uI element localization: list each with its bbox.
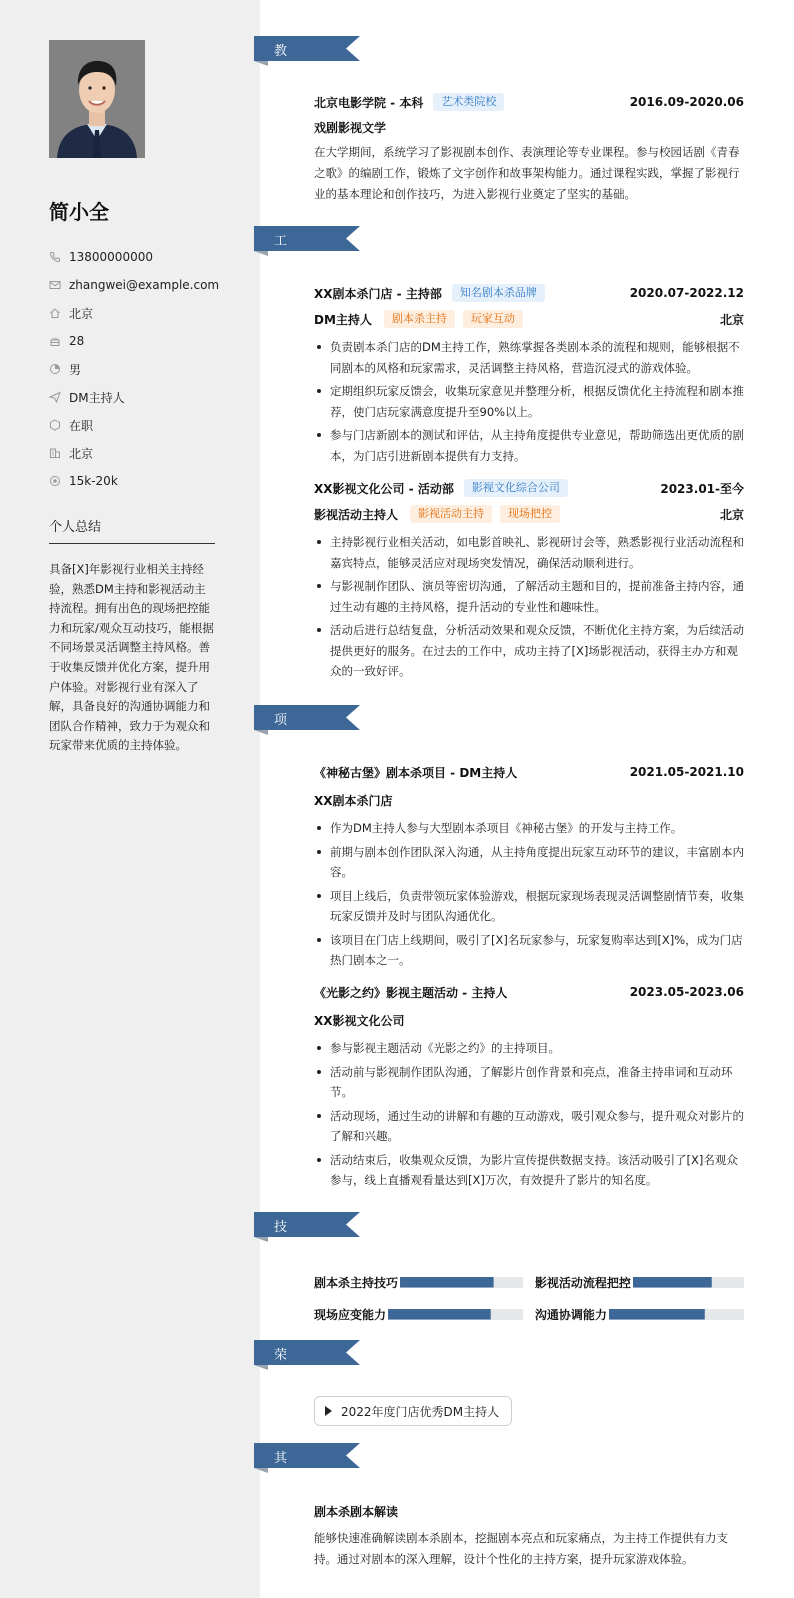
- work-city: 北京: [719, 312, 744, 327]
- section-flag: [254, 705, 360, 730]
- skill-bar: [400, 1277, 523, 1288]
- education-desc: 在大学期间，系统学习了影视剧本创作、表演理论等专业课程。参与校园话剧《青春之歌》的编剧工作，锻炼了文字创作和故事架构能力。通过课程实践，掌握了影视行业的基本理论和创作技巧，为进入影视行业奠定了坚实的基础。: [314, 145, 740, 201]
- section-title: 荣誉奖项: [274, 1348, 289, 1420]
- email-text: zhangwei@example.com: [69, 278, 220, 292]
- project-date: 2021.05-2021.10: [629, 765, 744, 779]
- education-row: [314, 90, 744, 114]
- skill-name: 影视活动流程把控: [534, 1275, 631, 1290]
- profile-photo: [49, 40, 145, 158]
- skills-grid: [314, 1266, 744, 1330]
- school-name: 北京电影学院 - 本科: [314, 95, 424, 110]
- skill-name: 现场应变能力: [314, 1307, 387, 1322]
- work-bullets: [314, 532, 744, 682]
- list-item: 活动前与影视制作团队沟通，了解影片创作背景和亮点，准备主持串词和互动环节。: [314, 1062, 744, 1103]
- list-item: 该项目在门店上线期间，吸引了[X]名玩家参与，玩家复购率达到[X]%，成为门店热门剧本之一。: [314, 930, 744, 971]
- section-title: 项目经历: [274, 713, 289, 785]
- list-item: 定期组织玩家反馈会，收集玩家意见并整理分析，根据反馈优化主持流程和剧本推荐，使门店玩家满意度提升至90%以上。: [314, 381, 744, 422]
- section-title: 教育经历: [274, 44, 289, 116]
- list-item: 前期与剧本创作团队深入沟通，从主持角度提出玩家互动环节的建议，丰富剧本内容。: [314, 842, 744, 883]
- skill-item: [314, 1306, 523, 1323]
- gender-text: 男: [69, 362, 82, 377]
- position-text: DM主持人: [69, 390, 125, 405]
- contact-info-list: [49, 243, 219, 495]
- skill-fill: [388, 1309, 491, 1320]
- work-date: 2020.07-2022.12: [629, 286, 744, 300]
- info-age: [49, 327, 219, 355]
- play-icon: [325, 1406, 332, 1416]
- list-item: 负责剧本杀门店的DM主持工作，熟练掌握各类剧本杀的流程和规则，能够根据不同剧本的风格和玩家需求，灵活调整主持风格，营造沉浸式的游戏体验。: [314, 337, 744, 378]
- send-icon: [49, 391, 61, 403]
- other-block: [314, 1498, 744, 1570]
- role-tag: 剧本杀主持: [384, 310, 455, 328]
- section-flag: [254, 1443, 360, 1468]
- info-salary: [49, 467, 219, 495]
- project-bullets: [314, 818, 744, 971]
- info-city: [49, 439, 219, 467]
- age-text: 28: [69, 334, 85, 348]
- work-row: [314, 281, 744, 305]
- phone-icon: [49, 251, 61, 263]
- list-item: 参与影视主题活动《光影之约》的主持项目。: [314, 1038, 744, 1059]
- list-item: 活动现场，通过生动的讲解和有趣的互动游戏，吸引观众参与，提升观众对影片的了解和兴趣。: [314, 1106, 744, 1147]
- role-tag: 影视活动主持: [410, 505, 492, 523]
- role-row: [314, 500, 744, 528]
- age-icon: [49, 335, 61, 347]
- project-block-2: [314, 980, 744, 1194]
- project-row: [314, 980, 744, 1004]
- status-text: 在职: [69, 418, 94, 433]
- main-content: [260, 0, 794, 1598]
- company-name: XX剧本杀门店 - 主持部: [314, 286, 442, 301]
- education-date: 2016.09-2020.06: [629, 95, 744, 109]
- building-icon: [49, 447, 61, 459]
- skill-fill: [609, 1309, 705, 1320]
- section-flag: [254, 36, 360, 61]
- skill-item: [535, 1274, 744, 1291]
- skill-name: 沟通协调能力: [534, 1307, 607, 1322]
- company-tag: 影视文化综合公司: [464, 479, 568, 497]
- major: 戏剧影视文学: [314, 120, 387, 135]
- info-phone: [49, 243, 219, 271]
- section-title: 工作经历: [274, 234, 289, 306]
- salary-text: 15k-20k: [69, 474, 118, 488]
- company-name: XX影视文化公司 - 活动部: [314, 481, 454, 496]
- project-org: XX影视文化公司: [314, 1013, 405, 1028]
- info-position: [49, 383, 219, 411]
- list-item: 作为DM主持人参与大型剧本杀项目《神秘古堡》的开发与主持工作。: [314, 818, 744, 839]
- company-tag: 知名剧本杀品牌: [452, 284, 545, 302]
- role-tag: 玩家互动: [463, 310, 523, 328]
- project-name: 《光影之约》影视主题活动 - 主持人: [314, 985, 508, 1000]
- list-item: 参与门店新剧本的测试和评估，从主持角度提供专业意见，帮助筛选出更优质的剧本，为门店引进新剧本提供有力支持。: [314, 425, 744, 466]
- skill-item: [314, 1274, 523, 1291]
- info-gender: [49, 355, 219, 383]
- project-row: [314, 760, 744, 784]
- project-bullets: [314, 1038, 744, 1191]
- section-title: 其他信息: [274, 1451, 289, 1523]
- home-icon: [49, 307, 61, 319]
- work-block-2: [314, 476, 744, 685]
- skill-bar: [609, 1309, 744, 1320]
- other-desc: 能够快速准确解读剧本杀剧本，挖掘剧本亮点和玩家痛点，为主持工作提供有力支持。通过对剧本的深入理解，设计个性化的主持方案，提升玩家游戏体验。: [314, 1531, 728, 1566]
- list-item: 项目上线后，负责带领玩家体验游戏，根据玩家现场表现灵活调整剧情节奏，收集玩家反馈并及时与团队沟通优化。: [314, 886, 744, 927]
- award-text: 2022年度门店优秀DM主持人: [341, 1404, 500, 1419]
- skill-fill: [633, 1277, 712, 1288]
- info-email: [49, 271, 219, 299]
- skill-bar: [388, 1309, 523, 1320]
- candidate-name: 简小全: [49, 200, 109, 224]
- work-bullets: [314, 337, 744, 466]
- project-org: XX剧本杀门店: [314, 793, 393, 808]
- education-block: [314, 90, 744, 205]
- role-name: 影视活动主持人: [314, 507, 399, 522]
- skill-fill: [400, 1277, 494, 1288]
- section-flag: [254, 1212, 360, 1237]
- sidebar: [0, 0, 260, 1598]
- gender-icon: [49, 363, 61, 375]
- role-name: DM主持人: [314, 312, 372, 327]
- phone-text: 13800000000: [69, 250, 153, 264]
- other-title: 剧本杀剧本解读: [314, 1504, 399, 1519]
- info-location: [49, 299, 219, 327]
- status-icon: [49, 419, 61, 431]
- skill-name: 剧本杀主持技巧: [314, 1275, 399, 1290]
- city-text: 北京: [69, 446, 94, 461]
- work-city: 北京: [719, 507, 744, 522]
- salary-icon: [49, 475, 61, 487]
- work-date: 2023.01-至今: [660, 481, 744, 496]
- project-date: 2023.05-2023.06: [629, 985, 744, 999]
- school-tag: 艺术类院校: [433, 93, 504, 111]
- role-row: [314, 305, 744, 333]
- skill-bar: [633, 1277, 744, 1288]
- summary-title: 个人总结: [49, 516, 215, 544]
- skill-row: [314, 1298, 744, 1330]
- summary-text: 具备[X]年影视行业相关主持经验，熟悉DM主持和影视活动主持流程。拥有出色的现场把控能力和玩家/观众互动技巧，能根据不同场景灵活调整主持风格。善于收集反馈并优化方案，提升用户体验。对影视行业有深入了解，具备良好的沟通协调能力和团队合作精神，致力于为观众和玩家带来优质的主持体验。: [49, 562, 214, 753]
- project-name: 《神秘古堡》剧本杀项目 - DM主持人: [314, 765, 518, 780]
- section-flag: [254, 226, 360, 251]
- work-row: [314, 476, 744, 500]
- work-block-1: [314, 281, 744, 469]
- project-block-1: [314, 760, 744, 974]
- list-item: 主持影视行业相关活动，如电影首映礼、影视研讨会等，熟悉影视行业活动流程和嘉宾特点，能够灵活应对现场突发情况，确保活动顺利进行。: [314, 532, 744, 573]
- section-flag: [254, 1340, 360, 1365]
- mail-icon: [49, 279, 61, 291]
- skill-row: [314, 1266, 744, 1298]
- list-item: 活动结束后，收集观众反馈，为影片宣传提供数据支持。该活动吸引了[X]名观众参与，线上直播观看量达到[X]万次，有效提升了影片的知名度。: [314, 1150, 744, 1191]
- list-item: 与影视制作团队、演员等密切沟通，了解活动主题和目的，提前准备主持内容，通过生动有趣的主持风格，提升活动的专业性和趣味性。: [314, 576, 744, 617]
- info-status: [49, 411, 219, 439]
- award-item: [314, 1396, 512, 1426]
- section-title: 技能专长: [274, 1220, 289, 1292]
- skill-item: [535, 1306, 744, 1323]
- list-item: 活动后进行总结复盘，分析活动效果和观众反馈，不断优化主持方案，为后续活动提供更好的服务。在过去的工作中，成功主持了[X]场影视活动，获得主办方和观众的一致好评。: [314, 620, 744, 682]
- location-text: 北京: [69, 306, 94, 321]
- role-tag: 现场把控: [500, 505, 560, 523]
